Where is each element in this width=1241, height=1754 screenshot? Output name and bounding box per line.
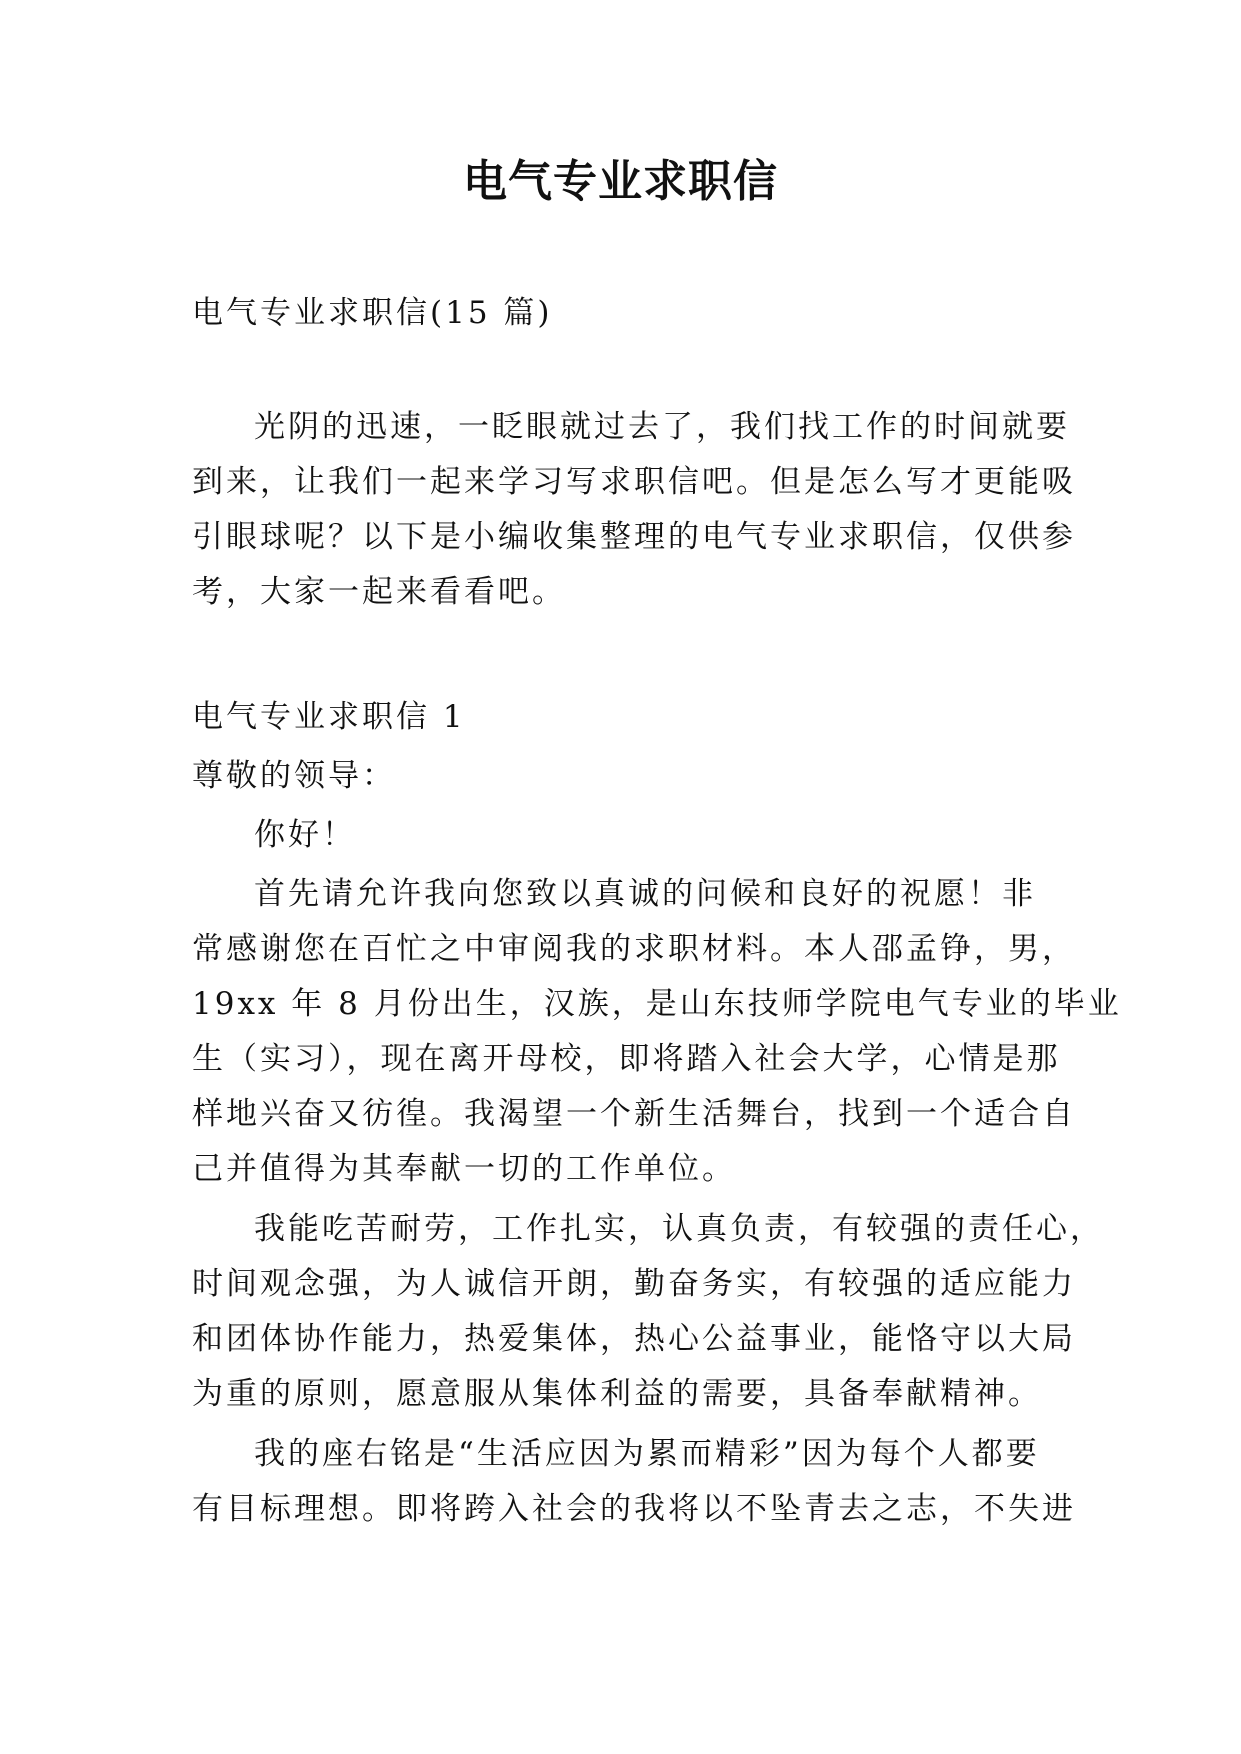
document-title: 电气专业求职信: [463, 156, 778, 207]
paragraph-line: 时间观念强，为人诚信开朗，勤奋务实，有较强的适应能力: [192, 1266, 1076, 1302]
paragraph-line: 19xx 年 8 月份出生，汉族，是山东技师学院电气专业的毕业: [192, 986, 1122, 1022]
intro-line: 考，大家一起来看看吧。: [192, 574, 566, 610]
paragraph-line: 己并值得为其奉献一切的工作单位。: [192, 1151, 736, 1187]
document-subtitle: 电气专业求职信(15 篇): [192, 295, 553, 331]
salutation: 尊敬的领导：: [192, 758, 396, 794]
intro-line: 到来，让我们一起来学习写求职信吧。但是怎么写才更能吸: [192, 464, 1076, 500]
greeting: 你好！: [254, 817, 356, 853]
paragraph-line: 我的座右铭是“生活应因为累而精彩”因为每个人都要: [254, 1436, 1040, 1472]
paragraph-line: 为重的原则，愿意服从集体利益的需要，具备奉献精神。: [192, 1376, 1042, 1412]
intro-line: 引眼球呢？以下是小编收集整理的电气专业求职信，仅供参: [192, 519, 1076, 555]
paragraph-line: 我能吃苦耐劳，工作扎实，认真负责，有较强的责任心，: [254, 1211, 1104, 1247]
paragraph-line: 样地兴奋又彷徨。我渴望一个新生活舞台，找到一个适合自: [192, 1096, 1076, 1132]
paragraph-line: 和团体协作能力，热爱集体，热心公益事业，能恪守以大局: [192, 1321, 1076, 1357]
intro-line: 光阴的迅速，一眨眼就过去了，我们找工作的时间就要: [254, 409, 1070, 445]
paragraph-line: 有目标理想。即将跨入社会的我将以不坠青去之志，不失进: [192, 1491, 1076, 1527]
letter-heading: 电气专业求职信 1: [192, 699, 466, 735]
paragraph-line: 首先请允许我向您致以真诚的问候和良好的祝愿！非: [254, 876, 1036, 912]
paragraph-line: 生（实习），现在离开母校，即将踏入社会大学，心情是那: [192, 1041, 1061, 1077]
paragraph-line: 常感谢您在百忙之中审阅我的求职材料。本人邵孟铮，男，: [192, 931, 1076, 967]
